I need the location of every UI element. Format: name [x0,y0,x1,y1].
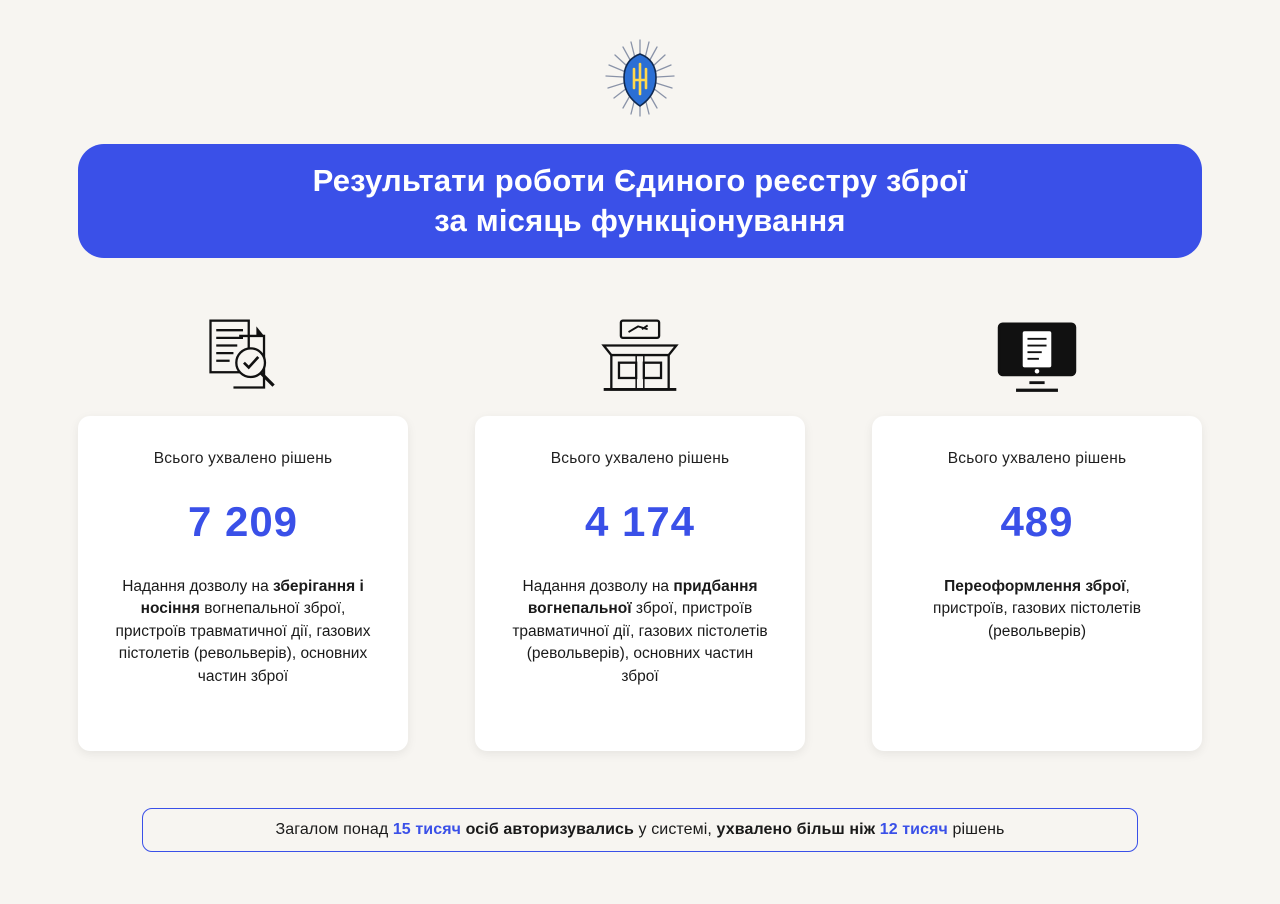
emblem-container [0,38,1280,118]
monitor-document-icon [991,296,1083,416]
document-with-magnifier-check-icon [197,296,289,416]
card-number: 489 [1000,498,1074,545]
summary-note-text: Загалом понад 15 тисяч осіб авторизувались у системі, ухвалено більш ніж 12 тисяч рішень [275,821,1005,838]
card-number: 4 174 [584,498,696,545]
card-caption: Всього ухвалено рішень [153,450,333,467]
ukraine-police-emblem-icon [604,38,676,118]
stat-column-purchase [475,296,805,751]
stat-card [78,416,408,751]
card-description: Надання дозволу на зберігання і носіння вогнепальної зброї, пристроїв травматичної дії, газових пістолетів (револьверів), основних частин зброї [115,578,371,685]
card-number: 7 209 [187,498,299,545]
card-caption: Всього ухвалено рішень [550,450,730,467]
stat-card [872,416,1202,751]
summary-note-box [142,808,1138,852]
stat-column-storage-carry [78,296,408,751]
stats-columns [78,296,1202,751]
page-title-line-2: за місяць функціонування [434,203,846,238]
gun-shop-storefront-icon [592,296,688,416]
card-description: Переоформлення зброї, пристроїв, газових пістолетів (револьверів) [933,578,1141,640]
stat-card [475,416,805,751]
page-title-line-1: Результати роботи Єдиного реєстру зброї [312,163,968,199]
card-caption: Всього ухвалено рішень [947,450,1127,467]
stat-column-reregistration [872,296,1202,751]
title-banner [78,144,1202,258]
card-description: Надання дозволу на придбання вогнепальної зброї, пристроїв травматичної дії, газових пістолетів (револьверів), основних частин зброї [512,578,768,685]
